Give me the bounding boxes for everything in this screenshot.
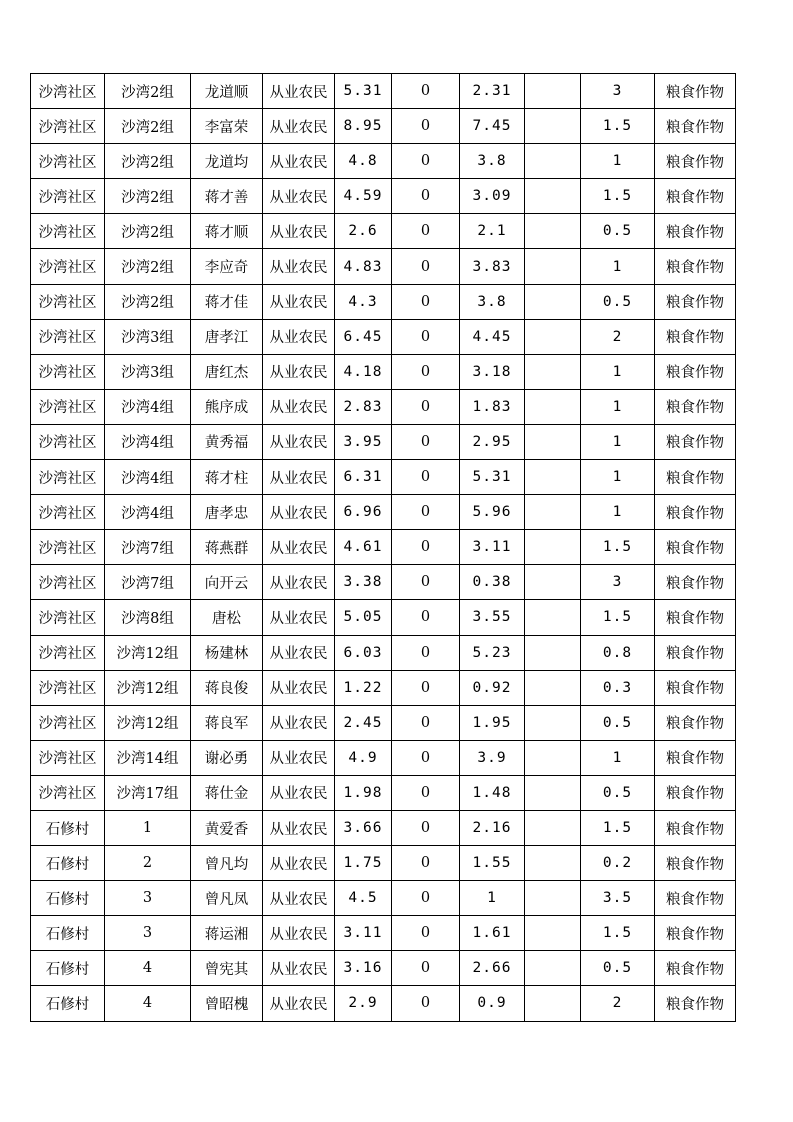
- table-row: [31, 565, 736, 600]
- cell-diff: 0.5: [581, 951, 655, 986]
- cell-total-area: 4.59: [335, 179, 392, 214]
- cell-occupation: 从业农民: [263, 705, 335, 740]
- cell-name: 曾凡凤: [191, 881, 263, 916]
- cell-name: 曾宪其: [191, 951, 263, 986]
- cell-group: 3: [105, 881, 191, 916]
- cell-group: 4: [105, 986, 191, 1021]
- cell-col-zero: 0: [392, 144, 460, 179]
- cell-crop-type: 粮食作物: [655, 600, 736, 635]
- cell-group: 沙湾7组: [105, 530, 191, 565]
- cell-occupation: 从业农民: [263, 565, 335, 600]
- cell-area: 3.83: [460, 249, 525, 284]
- cell-blank: [525, 249, 581, 284]
- cell-diff: 3: [581, 565, 655, 600]
- cell-crop-type: 粮食作物: [655, 179, 736, 214]
- cell-diff: 0.2: [581, 846, 655, 881]
- cell-blank: [525, 951, 581, 986]
- cell-occupation: 从业农民: [263, 670, 335, 705]
- cell-community: 沙湾社区: [31, 179, 105, 214]
- cell-total-area: 2.6: [335, 214, 392, 249]
- cell-diff: 1: [581, 354, 655, 389]
- cell-total-area: 3.66: [335, 810, 392, 845]
- cell-area: 3.8: [460, 284, 525, 319]
- cell-occupation: 从业农民: [263, 424, 335, 459]
- cell-diff: 1: [581, 740, 655, 775]
- cell-blank: [525, 460, 581, 495]
- cell-total-area: 2.45: [335, 705, 392, 740]
- cell-total-area: 4.61: [335, 530, 392, 565]
- cell-community: 沙湾社区: [31, 319, 105, 354]
- cell-occupation: 从业农民: [263, 249, 335, 284]
- cell-blank: [525, 916, 581, 951]
- cell-area: 3.18: [460, 354, 525, 389]
- cell-community: 石修村: [31, 951, 105, 986]
- cell-col-zero: 0: [392, 740, 460, 775]
- cell-total-area: 8.95: [335, 109, 392, 144]
- cell-diff: 0.5: [581, 284, 655, 319]
- cell-blank: [525, 635, 581, 670]
- cell-community: 沙湾社区: [31, 214, 105, 249]
- cell-name: 李应奇: [191, 249, 263, 284]
- cell-community: 沙湾社区: [31, 354, 105, 389]
- table-row: [31, 74, 736, 109]
- cell-group: 沙湾3组: [105, 354, 191, 389]
- table-row: [31, 775, 736, 810]
- cell-community: 沙湾社区: [31, 565, 105, 600]
- cell-group: 沙湾17组: [105, 775, 191, 810]
- table-row: [31, 740, 736, 775]
- cell-total-area: 2.9: [335, 986, 392, 1021]
- cell-occupation: 从业农民: [263, 986, 335, 1021]
- table-body: [31, 74, 736, 1022]
- cell-col-zero: 0: [392, 705, 460, 740]
- cell-diff: 0.5: [581, 214, 655, 249]
- cell-crop-type: 粮食作物: [655, 530, 736, 565]
- cell-group: 沙湾2组: [105, 214, 191, 249]
- cell-area: 3.55: [460, 600, 525, 635]
- cell-col-zero: 0: [392, 986, 460, 1021]
- cell-total-area: 1.75: [335, 846, 392, 881]
- cell-blank: [525, 319, 581, 354]
- cell-occupation: 从业农民: [263, 775, 335, 810]
- cell-blank: [525, 740, 581, 775]
- cell-area: 5.31: [460, 460, 525, 495]
- cell-total-area: 3.95: [335, 424, 392, 459]
- cell-community: 沙湾社区: [31, 600, 105, 635]
- cell-col-zero: 0: [392, 565, 460, 600]
- cell-crop-type: 粮食作物: [655, 881, 736, 916]
- cell-group: 沙湾2组: [105, 74, 191, 109]
- table-row: [31, 144, 736, 179]
- cell-name: 蒋良俊: [191, 670, 263, 705]
- cell-name: 唐孝忠: [191, 495, 263, 530]
- table-row: [31, 249, 736, 284]
- cell-blank: [525, 881, 581, 916]
- cell-diff: 1: [581, 424, 655, 459]
- cell-community: 沙湾社区: [31, 635, 105, 670]
- cell-crop-type: 粮食作物: [655, 284, 736, 319]
- cell-col-zero: 0: [392, 214, 460, 249]
- table-row: [31, 951, 736, 986]
- cell-group: 沙湾12组: [105, 635, 191, 670]
- cell-blank: [525, 600, 581, 635]
- cell-occupation: 从业农民: [263, 530, 335, 565]
- cell-total-area: 6.96: [335, 495, 392, 530]
- cell-blank: [525, 810, 581, 845]
- cell-col-zero: 0: [392, 179, 460, 214]
- cell-diff: 1.5: [581, 530, 655, 565]
- cell-name: 蒋才佳: [191, 284, 263, 319]
- cell-total-area: 1.22: [335, 670, 392, 705]
- cell-col-zero: 0: [392, 600, 460, 635]
- cell-col-zero: 0: [392, 916, 460, 951]
- cell-diff: 2: [581, 986, 655, 1021]
- cell-occupation: 从业农民: [263, 354, 335, 389]
- cell-community: 石修村: [31, 916, 105, 951]
- cell-name: 龙道顺: [191, 74, 263, 109]
- cell-total-area: 2.83: [335, 389, 392, 424]
- table-row: [31, 319, 736, 354]
- cell-area: 1.83: [460, 389, 525, 424]
- cell-col-zero: 0: [392, 460, 460, 495]
- cell-community: 沙湾社区: [31, 740, 105, 775]
- table-row: [31, 916, 736, 951]
- cell-diff: 3.5: [581, 881, 655, 916]
- cell-blank: [525, 775, 581, 810]
- cell-crop-type: 粮食作物: [655, 705, 736, 740]
- cell-name: 唐松: [191, 600, 263, 635]
- cell-crop-type: 粮食作物: [655, 354, 736, 389]
- table-row: [31, 846, 736, 881]
- cell-community: 沙湾社区: [31, 424, 105, 459]
- cell-diff: 2: [581, 319, 655, 354]
- cell-blank: [525, 109, 581, 144]
- cell-diff: 3: [581, 74, 655, 109]
- cell-blank: [525, 389, 581, 424]
- cell-occupation: 从业农民: [263, 109, 335, 144]
- cell-blank: [525, 179, 581, 214]
- cell-name: 曾昭槐: [191, 986, 263, 1021]
- cell-crop-type: 粮食作物: [655, 565, 736, 600]
- cell-diff: 1: [581, 249, 655, 284]
- cell-blank: [525, 530, 581, 565]
- cell-diff: 0.8: [581, 635, 655, 670]
- cell-community: 沙湾社区: [31, 670, 105, 705]
- cell-occupation: 从业农民: [263, 495, 335, 530]
- cell-group: 沙湾4组: [105, 389, 191, 424]
- cell-blank: [525, 424, 581, 459]
- cell-col-zero: 0: [392, 424, 460, 459]
- cell-group: 沙湾4组: [105, 424, 191, 459]
- cell-name: 谢必勇: [191, 740, 263, 775]
- cell-crop-type: 粮食作物: [655, 635, 736, 670]
- cell-occupation: 从业农民: [263, 179, 335, 214]
- cell-area: 1.95: [460, 705, 525, 740]
- cell-group: 沙湾4组: [105, 460, 191, 495]
- cell-occupation: 从业农民: [263, 460, 335, 495]
- cell-group: 沙湾4组: [105, 495, 191, 530]
- cell-name: 蒋才善: [191, 179, 263, 214]
- cell-group: 3: [105, 916, 191, 951]
- cell-col-zero: 0: [392, 319, 460, 354]
- cell-area: 1.55: [460, 846, 525, 881]
- cell-area: 5.96: [460, 495, 525, 530]
- cell-name: 蒋运湘: [191, 916, 263, 951]
- cell-blank: [525, 846, 581, 881]
- cell-community: 沙湾社区: [31, 144, 105, 179]
- cell-crop-type: 粮食作物: [655, 670, 736, 705]
- table-row: [31, 600, 736, 635]
- cell-name: 向开云: [191, 565, 263, 600]
- cell-occupation: 从业农民: [263, 916, 335, 951]
- table-row: [31, 214, 736, 249]
- cell-name: 唐红杰: [191, 354, 263, 389]
- cell-crop-type: 粮食作物: [655, 986, 736, 1021]
- cell-col-zero: 0: [392, 74, 460, 109]
- cell-name: 李富荣: [191, 109, 263, 144]
- cell-crop-type: 粮食作物: [655, 775, 736, 810]
- cell-occupation: 从业农民: [263, 74, 335, 109]
- cell-crop-type: 粮食作物: [655, 951, 736, 986]
- cell-area: 0.9: [460, 986, 525, 1021]
- cell-col-zero: 0: [392, 670, 460, 705]
- cell-community: 沙湾社区: [31, 775, 105, 810]
- cell-crop-type: 粮食作物: [655, 74, 736, 109]
- cell-crop-type: 粮食作物: [655, 916, 736, 951]
- cell-area: 4.45: [460, 319, 525, 354]
- cell-diff: 1: [581, 389, 655, 424]
- cell-area: 0.92: [460, 670, 525, 705]
- cell-col-zero: 0: [392, 775, 460, 810]
- table-row: [31, 705, 736, 740]
- cell-diff: 0.3: [581, 670, 655, 705]
- cell-blank: [525, 144, 581, 179]
- cell-total-area: 4.9: [335, 740, 392, 775]
- cell-name: 蒋仕金: [191, 775, 263, 810]
- data-table: [30, 73, 736, 1022]
- cell-area: 7.45: [460, 109, 525, 144]
- table-row: [31, 284, 736, 319]
- cell-diff: 0.5: [581, 705, 655, 740]
- cell-total-area: 5.05: [335, 600, 392, 635]
- cell-community: 沙湾社区: [31, 109, 105, 144]
- cell-name: 黄秀福: [191, 424, 263, 459]
- cell-community: 沙湾社区: [31, 705, 105, 740]
- table-row: [31, 530, 736, 565]
- cell-occupation: 从业农民: [263, 846, 335, 881]
- cell-col-zero: 0: [392, 951, 460, 986]
- cell-crop-type: 粮食作物: [655, 389, 736, 424]
- cell-diff: 1.5: [581, 600, 655, 635]
- cell-community: 沙湾社区: [31, 249, 105, 284]
- cell-name: 蒋燕群: [191, 530, 263, 565]
- cell-occupation: 从业农民: [263, 635, 335, 670]
- cell-diff: 1: [581, 460, 655, 495]
- cell-col-zero: 0: [392, 881, 460, 916]
- cell-community: 沙湾社区: [31, 284, 105, 319]
- cell-area: 1: [460, 881, 525, 916]
- cell-crop-type: 粮食作物: [655, 424, 736, 459]
- cell-total-area: 4.5: [335, 881, 392, 916]
- cell-area: 1.48: [460, 775, 525, 810]
- cell-occupation: 从业农民: [263, 284, 335, 319]
- cell-col-zero: 0: [392, 284, 460, 319]
- cell-crop-type: 粮食作物: [655, 249, 736, 284]
- cell-crop-type: 粮食作物: [655, 460, 736, 495]
- cell-diff: 0.5: [581, 775, 655, 810]
- cell-group: 沙湾12组: [105, 705, 191, 740]
- cell-group: 沙湾3组: [105, 319, 191, 354]
- cell-crop-type: 粮食作物: [655, 214, 736, 249]
- cell-area: 5.23: [460, 635, 525, 670]
- cell-occupation: 从业农民: [263, 600, 335, 635]
- cell-community: 石修村: [31, 810, 105, 845]
- cell-name: 蒋良军: [191, 705, 263, 740]
- cell-occupation: 从业农民: [263, 144, 335, 179]
- cell-group: 1: [105, 810, 191, 845]
- cell-area: 3.8: [460, 144, 525, 179]
- table-row: [31, 460, 736, 495]
- cell-blank: [525, 354, 581, 389]
- cell-community: 沙湾社区: [31, 389, 105, 424]
- cell-total-area: 3.38: [335, 565, 392, 600]
- cell-area: 2.16: [460, 810, 525, 845]
- table-row: [31, 109, 736, 144]
- cell-crop-type: 粮食作物: [655, 740, 736, 775]
- cell-crop-type: 粮食作物: [655, 319, 736, 354]
- cell-col-zero: 0: [392, 354, 460, 389]
- cell-area: 3.9: [460, 740, 525, 775]
- cell-group: 沙湾8组: [105, 600, 191, 635]
- table-row: [31, 881, 736, 916]
- cell-occupation: 从业农民: [263, 319, 335, 354]
- cell-name: 蒋才柱: [191, 460, 263, 495]
- cell-blank: [525, 74, 581, 109]
- cell-name: 杨建林: [191, 635, 263, 670]
- cell-area: 3.09: [460, 179, 525, 214]
- cell-crop-type: 粮食作物: [655, 846, 736, 881]
- cell-group: 4: [105, 951, 191, 986]
- cell-col-zero: 0: [392, 846, 460, 881]
- cell-col-zero: 0: [392, 249, 460, 284]
- cell-occupation: 从业农民: [263, 214, 335, 249]
- cell-diff: 1.5: [581, 109, 655, 144]
- cell-area: 1.61: [460, 916, 525, 951]
- cell-crop-type: 粮食作物: [655, 495, 736, 530]
- cell-diff: 1.5: [581, 810, 655, 845]
- table-row: [31, 635, 736, 670]
- cell-col-zero: 0: [392, 530, 460, 565]
- cell-crop-type: 粮食作物: [655, 109, 736, 144]
- cell-total-area: 5.31: [335, 74, 392, 109]
- cell-group: 沙湾2组: [105, 144, 191, 179]
- cell-col-zero: 0: [392, 635, 460, 670]
- cell-area: 2.1: [460, 214, 525, 249]
- cell-total-area: 4.3: [335, 284, 392, 319]
- cell-community: 石修村: [31, 846, 105, 881]
- cell-total-area: 6.03: [335, 635, 392, 670]
- table-row: [31, 424, 736, 459]
- cell-col-zero: 0: [392, 389, 460, 424]
- cell-name: 黄爱香: [191, 810, 263, 845]
- cell-name: 唐孝江: [191, 319, 263, 354]
- cell-name: 曾凡均: [191, 846, 263, 881]
- cell-blank: [525, 565, 581, 600]
- cell-group: 沙湾2组: [105, 249, 191, 284]
- cell-col-zero: 0: [392, 495, 460, 530]
- table-row: [31, 670, 736, 705]
- cell-name: 龙道均: [191, 144, 263, 179]
- cell-diff: 1.5: [581, 179, 655, 214]
- cell-group: 沙湾7组: [105, 565, 191, 600]
- cell-group: 沙湾14组: [105, 740, 191, 775]
- cell-occupation: 从业农民: [263, 810, 335, 845]
- table-row: [31, 354, 736, 389]
- table-row: [31, 810, 736, 845]
- cell-occupation: 从业农民: [263, 740, 335, 775]
- cell-area: 2.95: [460, 424, 525, 459]
- cell-diff: 1: [581, 495, 655, 530]
- cell-diff: 1: [581, 144, 655, 179]
- cell-community: 沙湾社区: [31, 495, 105, 530]
- cell-total-area: 3.11: [335, 916, 392, 951]
- cell-col-zero: 0: [392, 810, 460, 845]
- cell-diff: 1.5: [581, 916, 655, 951]
- cell-col-zero: 0: [392, 109, 460, 144]
- cell-area: 3.11: [460, 530, 525, 565]
- cell-group: 沙湾2组: [105, 179, 191, 214]
- cell-crop-type: 粮食作物: [655, 810, 736, 845]
- cell-blank: [525, 705, 581, 740]
- cell-name: 熊序成: [191, 389, 263, 424]
- table-row: [31, 495, 736, 530]
- cell-blank: [525, 284, 581, 319]
- cell-crop-type: 粮食作物: [655, 144, 736, 179]
- cell-total-area: 4.18: [335, 354, 392, 389]
- cell-community: 石修村: [31, 986, 105, 1021]
- cell-total-area: 6.31: [335, 460, 392, 495]
- cell-blank: [525, 986, 581, 1021]
- cell-total-area: 1.98: [335, 775, 392, 810]
- cell-name: 蒋才顺: [191, 214, 263, 249]
- cell-community: 沙湾社区: [31, 530, 105, 565]
- cell-blank: [525, 214, 581, 249]
- cell-occupation: 从业农民: [263, 951, 335, 986]
- table-row: [31, 179, 736, 214]
- cell-group: 2: [105, 846, 191, 881]
- cell-total-area: 6.45: [335, 319, 392, 354]
- cell-blank: [525, 670, 581, 705]
- table-row: [31, 389, 736, 424]
- cell-occupation: 从业农民: [263, 389, 335, 424]
- cell-group: 沙湾2组: [105, 284, 191, 319]
- cell-total-area: 4.83: [335, 249, 392, 284]
- cell-blank: [525, 495, 581, 530]
- cell-area: 2.66: [460, 951, 525, 986]
- cell-group: 沙湾12组: [105, 670, 191, 705]
- cell-area: 0.38: [460, 565, 525, 600]
- cell-occupation: 从业农民: [263, 881, 335, 916]
- cell-total-area: 3.16: [335, 951, 392, 986]
- cell-group: 沙湾2组: [105, 109, 191, 144]
- cell-community: 沙湾社区: [31, 460, 105, 495]
- cell-community: 沙湾社区: [31, 74, 105, 109]
- cell-area: 2.31: [460, 74, 525, 109]
- cell-total-area: 4.8: [335, 144, 392, 179]
- cell-community: 石修村: [31, 881, 105, 916]
- table-row: [31, 986, 736, 1021]
